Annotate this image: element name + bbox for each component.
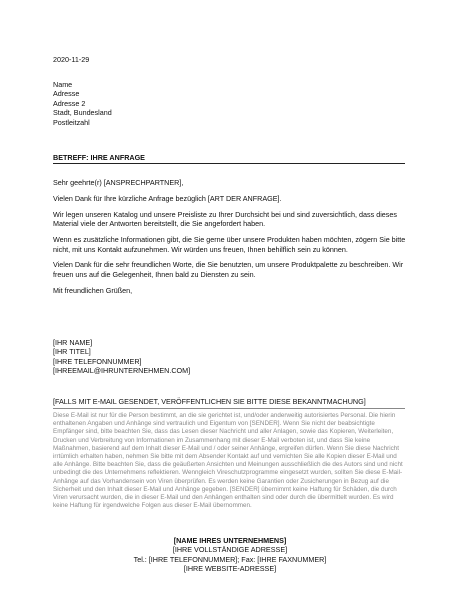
body-paragraph: Vielen Dank für Ihre kürzliche Anfrage bezüglich [ART DER ANFRAGE]. bbox=[53, 193, 282, 203]
signature-email: [IHREEMAIL@IHRUNTERNEHMEN.COM] bbox=[53, 366, 191, 376]
signature-name: [IHR NAME] bbox=[53, 338, 93, 347]
recipient-name: Name bbox=[53, 80, 73, 89]
footer-address: [IHRE VOLLSTÄNDIGE ADRESSE] bbox=[172, 545, 288, 555]
disclaimer-text: Diese E-Mail ist nur für die Person bestimmt, an die sie gerichtet ist, und/oder anderweitig autorisiertes Personal. Die hierin enthaltenen Angaben und Anhänge sind vertraulich und Eigentum von [SENDER]. Wenn Sie nicht der beabsichtigte Empfänger sind, bitte beachten Sie, dass das Lesen dieser Nachricht und aller Anlagen, sowie das Kopieren, Weiterleiten, Drucken und Verbreitung von Informationen im Zusammenhang mit dieser E-Mail verboten ist, und dass Sie keine Maßnahmen, basierend auf dem Inhalt dieser E-Mail und / oder seiner Anhänge, ergreifen dürfen. Wenn Sie diese Nachricht irrtümlich erhalten haben, nehmen Sie bitte mit dem Absender Kontakt auf und vernichten Sie alle Kopien dieser E-Mail und alle Anhänge. Bitte beachten Sie, dass die geäußerten Ansichten und Meinungen ausschließlich die des Autors sind und nicht unbedingt die des Unternehmens reflektieren. Wenngleich Vireschutzprogramme eingesetzt wurden, sollten Sie diese E-Mail-Anhänge auf das Vorhandensein von Viren überprüfen. Es werden keine Garantien oder Zusicherungen in Bezug auf die Sicherheit und den Inhalt dieser E-Mail und Anhänge gegeben. [SENDER] übernimmt keine Haftung für Schäden, die durch Viren verursacht wurden, die in dieser E-Mail und den Anhängen enthalten sind oder durch die übermittelt wurden. Es wird keine Haftung für irgendwelche Folgen aus dieser E-Mail übernommen. bbox=[53, 412, 403, 510]
signature-block bbox=[53, 338, 190, 376]
disclaimer-divider bbox=[53, 408, 405, 409]
footer-phone-fax: Tel.: [IHRE TELEFONNUMMER]; Fax: [IHRE FAXNUMMER] bbox=[133, 554, 327, 564]
body-paragraph: Wir legen unseren Katalog und unsere Preisliste zu Ihrer Durchsicht bei und sind zuversichtlich, dass dieses Material viele der Antworten bereitstellt, die Sie angefordert haben. bbox=[53, 209, 397, 229]
subject-line: BETREFF: IHRE ANFRAGE bbox=[53, 153, 145, 162]
recipient-postal-code: Postleitzahl bbox=[53, 117, 90, 127]
signature-phone: [IHRE TELEFONNUMMER] bbox=[53, 356, 142, 366]
body-paragraph: Wenn es zusätzliche Informationen gibt, die Sie gerne über unsere Produkten haben möchten, zögern Sie bitte nicht, mit uns Kontakt aufzunehmen. Wir würden uns freuen, Ihnen behilflich sein zu können. bbox=[53, 235, 406, 254]
body-paragraph: Vielen Dank für die sehr freundlichen Worte, die Sie benutzten, um unsere Produktpalette zu beschreiben. Wir freuen uns auf die Gelegenheit, Ihnen bald zu Diensten zu sein. bbox=[53, 260, 404, 279]
recipient-address bbox=[53, 80, 112, 127]
footer-website: [IHRE WEBSITE-ADRESSE] bbox=[183, 564, 277, 574]
closing: Mit freundlichen Grüßen, bbox=[53, 285, 133, 295]
footer-company-name: [NAME IHRES UNTERNEHMENS] bbox=[173, 536, 287, 545]
recipient-city-state: Stadt, Bundesland bbox=[53, 108, 112, 118]
letter-body bbox=[53, 178, 407, 302]
letter-date: 2020-11-29 bbox=[53, 55, 90, 64]
disclaimer-heading: [FALLS MIT E-MAIL GESENDET, VERÖFFENTLICHEN SIE BITTE DIESE BEKANNTMACHUNG] bbox=[53, 397, 366, 406]
recipient-address-line-2: Adresse 2 bbox=[53, 98, 86, 108]
recipient-address-line-1: Adresse bbox=[53, 89, 80, 99]
subject-divider bbox=[53, 163, 405, 164]
company-footer bbox=[53, 536, 407, 574]
salutation: Sehr geehrte(r) [ANSPRECHPARTNER], bbox=[53, 178, 184, 187]
signature-title: [IHR TITEL] bbox=[53, 347, 91, 357]
